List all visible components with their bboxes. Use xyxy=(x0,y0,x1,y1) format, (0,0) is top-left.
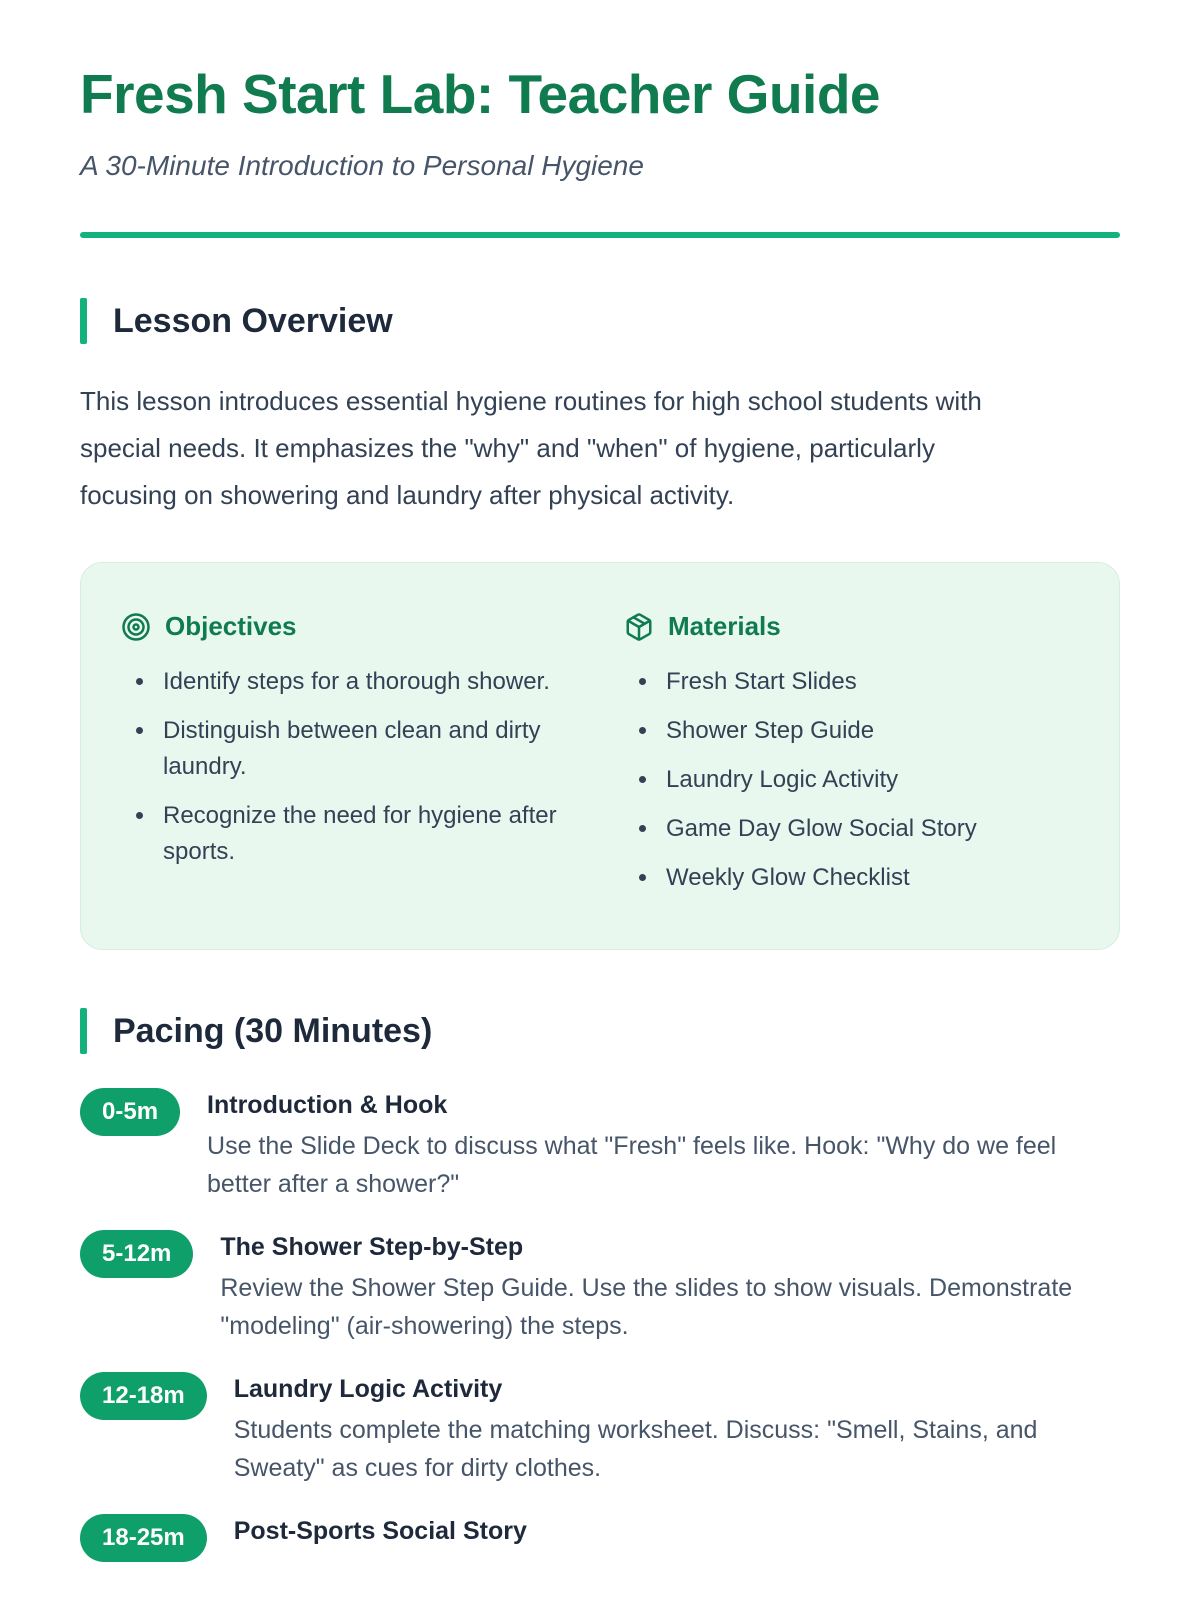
materials-heading-label: Materials xyxy=(668,611,781,642)
time-badge: 18-25m xyxy=(80,1514,207,1562)
list-item: • Fresh Start Slides xyxy=(660,664,1079,700)
objectives-list xyxy=(121,664,576,870)
materials-list xyxy=(624,664,1079,896)
list-item: • Recognize the need for hygiene after sports. xyxy=(157,798,576,870)
pacing-heading xyxy=(80,1008,1120,1054)
list-item: • Shower Step Guide xyxy=(660,713,1079,749)
page-subtitle: A 30-Minute Introduction to Personal Hygiene xyxy=(80,150,644,181)
pacing-item-content xyxy=(207,1088,1082,1203)
lesson-overview-heading xyxy=(80,298,1120,344)
pacing-item-content xyxy=(234,1514,527,1553)
pacing-item-title: Post-Sports Social Story xyxy=(233,1517,527,1546)
pacing-item-title: The Shower Step-by-Step xyxy=(220,1233,524,1262)
time-badge: 0-5m xyxy=(80,1088,180,1136)
list-item: • Weekly Glow Checklist xyxy=(660,860,1079,896)
list-item: • Laundry Logic Activity xyxy=(660,762,1079,798)
objectives-heading xyxy=(121,611,576,642)
list-item: • Game Day Glow Social Story xyxy=(660,811,1079,847)
page-title: Fresh Start Lab: Teacher Guide xyxy=(80,63,881,125)
objectives-materials-card xyxy=(80,562,1120,950)
lesson-overview-paragraph: This lesson introduces essential hygiene routines for high school students with special needs. It emphasizes the "why" and "when" of hygiene, particularly focusing on showering and laundry after physical activity. xyxy=(80,386,982,510)
pacing-item-content xyxy=(234,1372,1109,1487)
title-divider xyxy=(80,232,1120,238)
pacing-item-laundry-logic xyxy=(80,1372,1120,1487)
package-icon xyxy=(624,612,654,642)
time-badge: 5-12m xyxy=(80,1230,193,1278)
lesson-overview-title: Lesson Overview xyxy=(113,301,393,340)
pacing-item-social-story xyxy=(80,1514,1120,1562)
list-item: • Distinguish between clean and dirty laundry. xyxy=(157,713,576,785)
target-icon xyxy=(121,612,151,642)
section-accent-bar xyxy=(80,1008,87,1054)
pacing-title: Pacing (30 Minutes) xyxy=(113,1011,433,1050)
time-badge: 12-18m xyxy=(80,1372,207,1420)
pacing-item-shower-steps xyxy=(80,1230,1120,1345)
pacing-item-title: Introduction & Hook xyxy=(207,1091,448,1120)
materials-column xyxy=(624,611,1079,909)
list-item: • Identify steps for a thorough shower. xyxy=(157,664,576,700)
objectives-heading-label: Objectives xyxy=(165,611,297,642)
pacing-item-description: Students complete the matching worksheet. Discuss: "Smell, Stains, and Sweaty" as cues for dirty clothes. xyxy=(233,1416,1038,1483)
pacing-item-intro-hook xyxy=(80,1088,1120,1203)
materials-heading xyxy=(624,611,1079,642)
pacing-item-description: Review the Shower Step Guide. Use the slides to show visuals. Demonstrate "modeling" (air-showering) the steps. xyxy=(220,1274,1073,1341)
pacing-item-description: Use the Slide Deck to discuss what "Fresh" feels like. Hook: "Why do we feel better after a shower?" xyxy=(207,1132,1057,1199)
objectives-column xyxy=(121,611,576,909)
pacing-item-content xyxy=(220,1230,1095,1345)
pacing-list xyxy=(80,1088,1120,1562)
pacing-item-title: Laundry Logic Activity xyxy=(233,1375,503,1404)
section-accent-bar xyxy=(80,298,87,344)
